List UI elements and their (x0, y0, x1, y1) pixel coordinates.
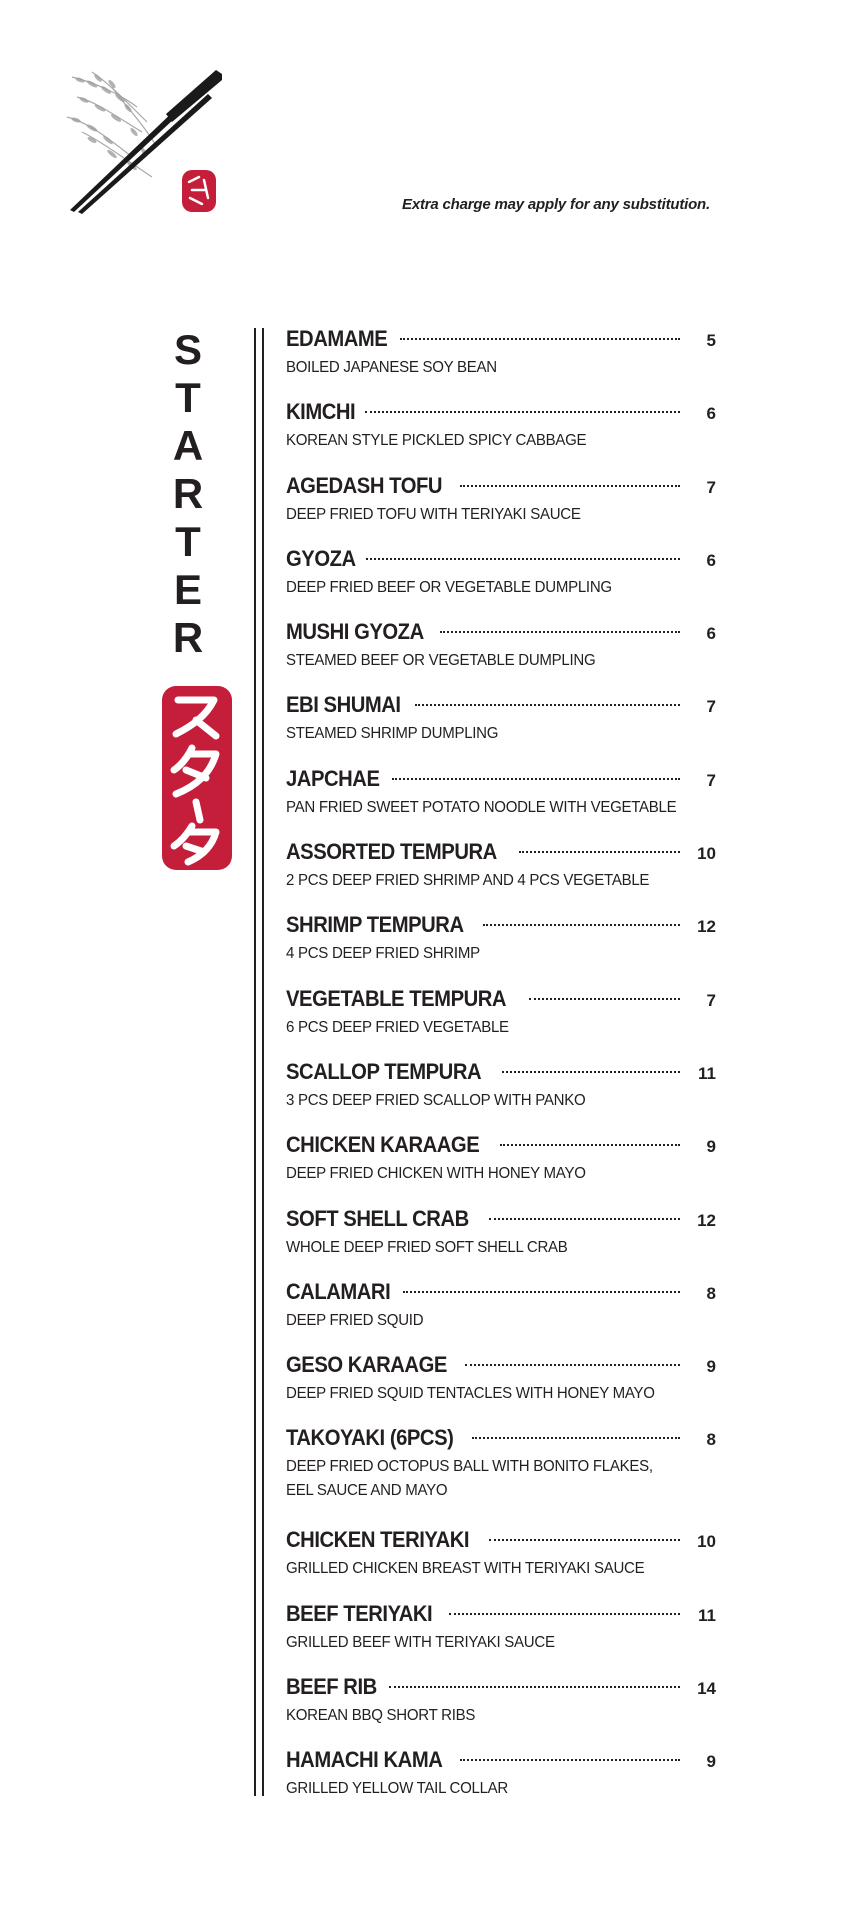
item-description: 2 PCS DEEP FRIED SHRIMP AND 4 PCS VEGETABLE (286, 872, 650, 890)
item-name: BEEF TERIYAKI (286, 1600, 433, 1626)
item-price: 7 (706, 477, 716, 497)
menu-item (286, 1352, 716, 1425)
item-description: DEEP FRIED TOFU WITH TERIYAKI SAUCE (286, 505, 581, 523)
item-price: 5 (706, 331, 716, 350)
item-name: CHICKEN KARAAGE (286, 1132, 480, 1158)
section-title-starter (160, 326, 216, 662)
item-name: SCALLOP TEMPURA (286, 1058, 482, 1084)
item-price: 9 (706, 1752, 716, 1772)
japanese-katakana-seal-icon (162, 686, 232, 870)
item-name: CALAMARI (286, 1278, 391, 1304)
dotted-leader (400, 338, 680, 340)
item-name: SOFT SHELL CRAB (286, 1205, 469, 1231)
substitution-notice: Extra charge may apply for any substitution. (402, 196, 710, 213)
dotted-leader (460, 1759, 680, 1761)
menu-item (286, 1059, 716, 1132)
dotted-leader (460, 485, 680, 487)
item-name: HAMACHI KAMA (286, 1747, 443, 1773)
dotted-leader (366, 558, 680, 560)
menu-item (286, 619, 716, 692)
item-name: KIMCHI (286, 399, 356, 425)
item-name: ASSORTED TEMPURA (286, 839, 497, 865)
item-price: 12 (697, 917, 716, 937)
item-description: GRILLED BEEF WITH TERIYAKI SAUCE (286, 1633, 555, 1651)
dotted-leader (519, 851, 680, 853)
title-letter: R (172, 614, 204, 661)
item-name: SHRIMP TEMPURA (286, 912, 464, 938)
menu-item (286, 326, 716, 399)
chopsticks-logo (62, 62, 232, 222)
item-description: GRILLED CHICKEN BREAST WITH TERIYAKI SAUCE (286, 1560, 645, 1578)
item-description: DEEP FRIED BEEF OR VEGETABLE DUMPLING (286, 578, 612, 596)
starter-menu-list (286, 326, 716, 1821)
menu-item (286, 1132, 716, 1205)
item-name: CHICKEN TERIYAKI (286, 1527, 470, 1553)
dotted-leader (392, 778, 680, 780)
menu-item (286, 1601, 716, 1674)
item-price: 9 (706, 1137, 716, 1157)
item-name: VEGETABLE TEMPURA (286, 985, 507, 1011)
title-letter: S (173, 326, 202, 373)
dotted-leader (472, 1437, 680, 1439)
title-letter: T (175, 518, 201, 565)
item-name: GYOZA (286, 545, 356, 571)
dotted-leader (415, 704, 680, 706)
title-letter: T (175, 374, 201, 421)
item-description: DEEP FRIED SQUID TENTACLES WITH HONEY MAYO (286, 1385, 655, 1403)
dotted-leader (440, 631, 680, 633)
chopsticks-willow-icon (62, 62, 232, 222)
item-price: 7 (706, 990, 716, 1010)
item-description: STEAMED SHRIMP DUMPLING (286, 725, 499, 743)
dotted-leader (449, 1613, 680, 1615)
menu-item (286, 399, 716, 472)
menu-item (286, 473, 716, 546)
item-description: STEAMED BEEF OR VEGETABLE DUMPLING (286, 652, 596, 670)
item-description: KOREAN STYLE PICKLED SPICY CABBAGE (286, 432, 587, 450)
dotted-leader (500, 1144, 680, 1146)
vertical-rule (254, 328, 256, 1796)
item-name: AGEDASH TOFU (286, 472, 443, 498)
item-description: DEEP FRIED CHICKEN WITH HONEY MAYO (286, 1165, 586, 1183)
item-price: 7 (706, 770, 716, 790)
item-price: 10 (697, 844, 716, 864)
menu-item (286, 986, 716, 1059)
dotted-leader (529, 998, 680, 1000)
menu-item (286, 766, 716, 839)
menu-item (286, 1747, 716, 1820)
menu-item (286, 1279, 716, 1352)
item-price: 8 (706, 1283, 716, 1303)
item-description: DEEP FRIED SQUID (286, 1311, 424, 1329)
dotted-leader (403, 1291, 680, 1293)
dotted-leader (483, 924, 680, 926)
title-letter: R (172, 470, 204, 517)
item-price: 11 (698, 1605, 716, 1625)
item-name: TAKOYAKI (6PCS) (286, 1425, 454, 1451)
item-price: 10 (697, 1532, 716, 1552)
item-name: EBI SHUMAI (286, 692, 401, 718)
item-name: BEEF RIB (286, 1674, 377, 1700)
item-name: EDAMAME (286, 326, 388, 351)
item-name: GESO KARAAGE (286, 1352, 447, 1378)
item-description: GRILLED YELLOW TAIL COLLAR (286, 1780, 508, 1798)
item-price: 8 (706, 1430, 716, 1450)
dotted-leader (389, 1686, 680, 1688)
menu-item (286, 1425, 716, 1527)
item-description: KOREAN BBQ SHORT RIBS (286, 1707, 476, 1725)
item-price: 6 (706, 550, 716, 570)
dotted-leader (365, 411, 680, 413)
item-description-line-2: EEL SAUCE AND MAYO (286, 1482, 448, 1500)
menu-item (286, 912, 716, 985)
dotted-leader (489, 1539, 680, 1541)
item-name: JAPCHAE (286, 765, 380, 791)
dotted-leader (502, 1071, 680, 1073)
item-description: 3 PCS DEEP FRIED SCALLOP WITH PANKO (286, 1091, 586, 1109)
item-description: 6 PCS DEEP FRIED VEGETABLE (286, 1018, 509, 1036)
vertical-rule (262, 328, 264, 1796)
menu-item (286, 1674, 716, 1747)
item-description: DEEP FRIED OCTOPUS BALL WITH BONITO FLAKES, (286, 1458, 653, 1476)
item-name: MUSHI GYOZA (286, 619, 424, 645)
item-price: 6 (706, 404, 716, 424)
dotted-leader (465, 1364, 680, 1366)
item-price: 7 (706, 697, 716, 717)
item-price: 9 (706, 1357, 716, 1377)
item-description: WHOLE DEEP FRIED SOFT SHELL CRAB (286, 1238, 568, 1256)
item-price: 14 (697, 1679, 716, 1699)
menu-item (286, 839, 716, 912)
item-description: 4 PCS DEEP FRIED SHRIMP (286, 945, 480, 963)
item-price: 12 (697, 1210, 716, 1230)
title-letter: E (173, 566, 202, 613)
item-description: PAN FRIED SWEET POTATO NOODLE WITH VEGETABLE (286, 798, 677, 816)
menu-item (286, 1206, 716, 1279)
item-description: BOILED JAPANESE SOY BEAN (286, 359, 497, 376)
item-price: 6 (706, 624, 716, 644)
menu-item (286, 1527, 716, 1600)
menu-item (286, 692, 716, 765)
menu-item (286, 546, 716, 619)
item-price: 11 (698, 1063, 716, 1083)
dotted-leader (489, 1218, 680, 1220)
title-letter: A (172, 422, 204, 469)
